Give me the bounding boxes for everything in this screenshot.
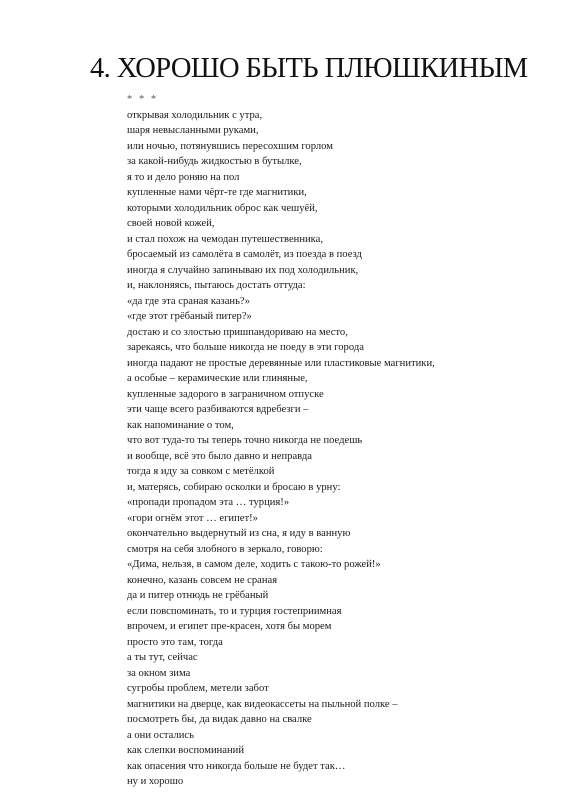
poem-line: что вот туда-то ты теперь точно никогда не поедешь (127, 435, 363, 446)
poem-line: а особые – керамические или глиняные, (127, 373, 308, 384)
poem-line: как напоминание о том, (127, 419, 234, 431)
poem-line: я то и дело роняю на пол (127, 171, 240, 183)
poem-line: «пропади пропадом эта … турция!» (127, 497, 290, 508)
poem-line: за какой-нибудь жидкостью в бутылке, (127, 156, 302, 167)
poem-line: если повспоминать, то и турция гостеприимная (127, 605, 342, 617)
poem-line: «гори огнём этот … египет!» (127, 512, 258, 524)
poem-line: купленные нами чёрт-те где магнитики, (127, 187, 307, 198)
poem-line: которыми холодильник оброс как чешуёй, (127, 202, 318, 214)
poem-line: шаря невысланными руками, (127, 125, 259, 136)
poem-line: посмотреть бы, да видак давно на свалке (127, 714, 312, 725)
poem-line: «Дима, нельзя, в самом деле, ходить с такою-то рожей!» (127, 559, 381, 570)
poem-line: бросаемый из самолёта в самолёт, из поезда в поезд (127, 249, 362, 260)
poem-line: своей новой кожей, (127, 218, 215, 229)
poem-line: или ночью, потянувшись пересохшим горлом (127, 140, 333, 152)
poem-line: смотря на себя злобного в зеркало, говорю: (127, 543, 323, 555)
poem-line: эти чаще всего разбиваются вдребезги – (127, 404, 309, 415)
poem-line: сугробы проблем, метели забот (127, 683, 269, 694)
poem-line: иногда падают не простые деревянные или пластиковые магнитики, (127, 357, 435, 369)
poem-line: как слепки воспоминаний (127, 745, 245, 756)
poem-line: и стал похож на чемодан путешественника, (127, 233, 323, 245)
poem-line: окончательно выдернутый из сна, я иду в ванную (127, 528, 351, 539)
poem-line: да и питер отнюдь не грёбаный (127, 590, 269, 601)
poem-line: а ты тут, сейчас (127, 652, 198, 663)
page-title: 4. ХОРОШО БЫТЬ ПЛЮШКИНЫМ (90, 53, 528, 84)
poem-line: просто это там, тогда (127, 636, 223, 648)
poem-line: как опасения что никогда больше не будет так… (127, 760, 346, 772)
poem-line: впрочем, и египет пре-красен, хотя бы морем (127, 621, 332, 632)
poem-line: и вообще, всё это было давно и неправда (127, 450, 312, 462)
poem-line: ну и хорошо (127, 776, 184, 787)
separator-asterisks: * * * (127, 94, 159, 105)
poem-body (127, 92, 557, 790)
poem-line: иногда я случайно запинываю их под холодильник, (127, 264, 359, 276)
poem-line: за окном зима (127, 667, 191, 679)
poem-line: и, наклоняясь, пытаюсь достать оттуда: (127, 280, 306, 291)
poem-line: тогда я иду за совком с метёлкой (127, 466, 275, 477)
poem-line: «да где эта сраная казань?» (127, 295, 250, 307)
poem-line: магнитики на дверце, как видеокассеты на пыльной полке – (127, 698, 398, 710)
poem-line: и, матерясь, собираю осколки и бросаю в урну: (127, 481, 341, 493)
poem-line: а они остались (127, 729, 194, 741)
poem-line: открывая холодильник с утра, (127, 109, 263, 121)
poem-line: купленные задорого в заграничном отпуске (127, 388, 324, 400)
poem-line: конечно, казань совсем не сраная (127, 574, 278, 586)
poem-line: достаю и со злостью пришпандориваю на место, (127, 326, 348, 338)
poem-line: «где этот грёбаный питер?» (127, 311, 252, 322)
poem-line: зарекаясь, что больше никогда не поеду в эти города (127, 342, 364, 353)
